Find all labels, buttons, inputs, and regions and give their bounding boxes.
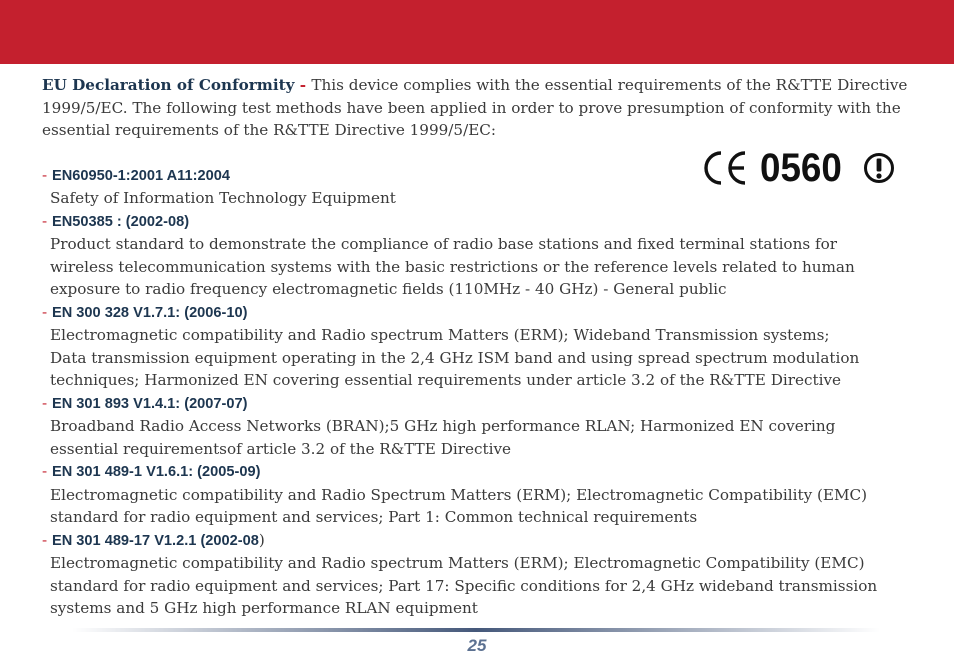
standard-item: - EN 301 893 V1.4.1: (2007-07) Broadband Radio Access Networks (BRAN);5 GHz high performance RLAN; Harmonized EN covering essential requirementsof article 3.2 of the R&TTE Directive — [42, 392, 922, 461]
standard-line: Electromagnetic compatibility and Radio Spectrum Matters (ERM); Electromagnetic Compatibility (EMC) — [50, 485, 868, 504]
standard-line: essential requirementsof article 3.2 of the R&TTE Directive — [50, 439, 512, 458]
standard-line: techniques; Harmonized EN covering essential requirements under article 3.2 of the R&TTE Directive — [50, 371, 842, 389]
standard-line: Product standard to demonstrate the compliance of radio base stations and fixed terminal stations for — [50, 235, 838, 253]
standard-code: EN60950-1:2001 A11:2004 — [51, 167, 230, 184]
standard-line: standard for radio equipment and services; Part 1: Common technical requirements — [50, 508, 698, 526]
footer-divider — [72, 628, 880, 632]
conformity-marks — [700, 146, 895, 190]
standard-item: - EN50385 : (2002-08) Product standard to demonstrate the compliance of radio base stations and fixed terminal stations for wireless telecommunication systems with the basic restrictions or the reference levels related to human exposure to radio frequency electromagnetic fields (110MHz - 40 GHz) - General public — [42, 210, 922, 301]
standard-item: - EN60950-1:2001 A11:2004 Safety of Information Technology Equipment — [42, 164, 922, 210]
standard-line: Broadband Radio Access Networks (BRAN);5 GHz high performance RLAN; Harmonized EN covering — [50, 417, 836, 435]
standard-item: - EN 301 489-17 V1.2.1 (2002-08) Electromagnetic compatibility and Radio spectrum Matters (ERM); Electromagnetic Compatibility (EMC) standard for radio equipment and services; Part 17: Specific conditions for 2,4 GHz wideband transmission systems and 5 GHz high performance RLAN equipment — [42, 529, 922, 620]
class-2-alert-icon — [863, 152, 895, 184]
standard-line: Data transmission equipment operating in the 2,4 GHz ISM band and using spread spectrum modulation — [50, 348, 860, 367]
intro-paragraph — [42, 74, 922, 142]
standard-code: EN 301 893 V1.4.1: (2007-07) — [51, 395, 248, 412]
standard-item: - EN 301 489-1 V1.6.1: (2005-09) Electromagnetic compatibility and Radio Spectrum Matters (ERM); Electromagnetic Compatibility (EMC) standard for radio equipment and services; Part 1: Common technical requirements — [42, 460, 922, 529]
standard-item: - EN 300 328 V1.7.1: (2006-10) Electromagnetic compatibility and Radio spectrum Matters (ERM); Wideband Transmission systems; Data transmission equipment operating in the 2,4 GHz ISM band and using spread spectrum modulation techniques; Harmonized EN covering essential requirements under article 3.2 of the R&TTE Directive — [42, 301, 922, 392]
title-separator: - — [294, 76, 312, 94]
standard-code-suffix: ) — [258, 530, 265, 549]
standard-line: systems and 5 GHz high performance RLAN equipment — [50, 599, 478, 617]
standard-code: EN50385 : (2002-08) — [51, 213, 190, 230]
standard-line: standard for radio equipment and services; Part 17: Specific conditions for 2,4 GHz wideband transmission — [50, 576, 878, 595]
standard-code: EN 300 328 V1.7.1: (2006-10) — [51, 304, 248, 321]
standard-code: EN 301 489-17 V1.2.1 (2002-08 — [51, 532, 259, 549]
standard-line: Electromagnetic compatibility and Radio spectrum Matters (ERM); Electromagnetic Compatibility (EMC) — [50, 554, 865, 572]
page-number: 25 — [467, 636, 487, 655]
declaration-title: EU Declaration of Conformity — [42, 76, 295, 94]
standard-line: wireless telecommunication systems with the basic restrictions or the reference levels related to human — [50, 257, 855, 276]
standard-line: exposure to radio frequency electromagnetic fields (110MHz - 40 GHz) - General public — [50, 280, 727, 298]
ce-mark-icon — [700, 149, 750, 187]
standard-line: Safety of Information Technology Equipment — [50, 189, 396, 207]
header-bar — [0, 0, 954, 64]
notified-body-number: 0560 — [760, 145, 842, 190]
standard-code: EN 301 489-1 V1.6.1: (2005-09) — [51, 464, 261, 480]
standard-line: Electromagnetic compatibility and Radio spectrum Matters (ERM); Wideband Transmission systems; — [50, 326, 830, 344]
intro-text: This device complies with the essential requirements of the R&TTE Directive 1999/5/EC. The following test methods have been applied in order to prove presumption of conformity with the essential requirements of the R&TTE Directive 1999/5/EC: — [42, 76, 908, 139]
